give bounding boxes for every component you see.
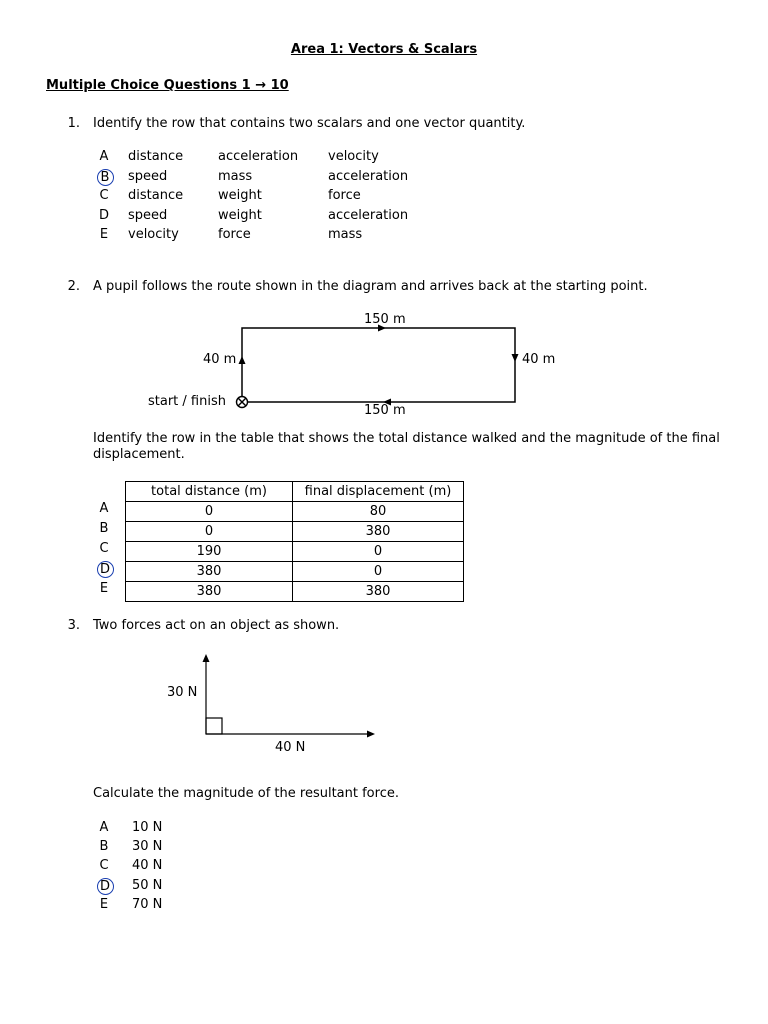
option-letter: A: [99, 149, 109, 164]
option-letter: C: [99, 858, 109, 874]
option-cell: distance: [128, 149, 184, 164]
answer-circle: D: [97, 561, 114, 578]
table-cell: 190: [126, 542, 293, 562]
route-right-label: 40 m: [522, 352, 556, 367]
option-cell: force: [218, 227, 251, 242]
q2-answer-table: [125, 481, 464, 602]
start-cross-icon: [237, 397, 248, 408]
arrow-up-icon: [203, 654, 210, 662]
option-value: 70 N: [132, 896, 163, 912]
option-letter: A: [99, 501, 109, 516]
option-cell: force: [328, 188, 361, 203]
page-title: Area 1: Vectors & Scalars: [290, 42, 478, 57]
option-value: 10 N: [132, 820, 163, 835]
q3-instruction: Calculate the magnitude of the resultant force.: [93, 786, 399, 801]
table-row: [126, 502, 464, 522]
option-letter: D: [98, 207, 109, 223]
start-finish-label: start / finish: [148, 394, 226, 409]
option-value: 50 N: [132, 877, 163, 893]
table-cell: 380: [293, 522, 464, 542]
table-cell: 80: [293, 502, 464, 522]
option-value: 30 N: [132, 839, 163, 855]
horizontal-force-label: 40 N: [275, 740, 306, 755]
option-letter: E: [99, 896, 109, 912]
q3-text: Two forces act on an object as shown.: [93, 618, 340, 633]
option-cell: weight: [218, 188, 262, 203]
table-cell: 380: [126, 582, 293, 602]
option-cell: velocity: [128, 227, 179, 242]
q2-number: 2.: [67, 279, 80, 294]
option-cell: acceleration: [218, 149, 299, 164]
option-cell: weight: [218, 207, 262, 223]
table-cell: 380: [126, 562, 293, 582]
table-cell: 0: [293, 562, 464, 582]
option-letter: C: [99, 188, 109, 203]
answer-circle: B: [97, 169, 114, 186]
table-cell: 0: [126, 522, 293, 542]
option-cell: mass: [328, 227, 363, 242]
option-cell: acceleration: [328, 168, 409, 184]
q1-text: Identify the row that contains two scalars and one vector quantity.: [93, 116, 526, 131]
option-cell: speed: [128, 207, 168, 223]
option-letter: [94, 878, 114, 895]
table-row: [126, 522, 464, 542]
option-cell: distance: [128, 188, 184, 203]
option-letter: E: [99, 227, 109, 242]
q3-number: 3.: [67, 618, 80, 633]
option-letter: C: [99, 541, 109, 556]
table-header-row: [126, 482, 464, 502]
table-cell: 380: [293, 582, 464, 602]
option-letter: E: [99, 581, 109, 596]
option-cell: acceleration: [328, 207, 409, 223]
table-header: final displacement (m): [293, 482, 464, 502]
route-top-label: 150 m: [364, 312, 406, 327]
option-letter: B: [99, 839, 109, 855]
table-cell: 0: [293, 542, 464, 562]
table-header: total distance (m): [126, 482, 293, 502]
vertical-force-label: 30 N: [167, 685, 198, 700]
route-bottom-label: 150 m: [364, 403, 406, 418]
option-letter: B: [99, 521, 109, 536]
table-row: [126, 542, 464, 562]
route-left-label: 40 m: [203, 352, 237, 367]
object-square: [206, 718, 222, 734]
table-row: [126, 562, 464, 582]
q2-text: A pupil follows the route shown in the diagram and arrives back at the starting point.: [93, 279, 648, 294]
option-letter: A: [99, 820, 109, 835]
option-cell: mass: [218, 168, 253, 184]
arrow-down-icon: [512, 354, 519, 362]
arrow-up-icon: [239, 356, 246, 364]
option-value: 40 N: [132, 858, 163, 874]
q2-instruction-line1: Identify the row in the table that shows the total distance walked and the magnitude of the final: [93, 431, 720, 446]
option-cell: velocity: [328, 149, 379, 164]
section-subtitle: Multiple Choice Questions 1 → 10: [46, 78, 289, 93]
table-cell: 0: [126, 502, 293, 522]
table-row: [126, 582, 464, 602]
route-rectangle: [242, 328, 515, 402]
q2-instruction-line2: displacement.: [93, 447, 185, 462]
option-letter: [94, 561, 114, 578]
answer-circle: D: [97, 878, 114, 895]
option-cell: speed: [128, 168, 168, 184]
q1-number: 1.: [67, 116, 80, 131]
arrow-right-icon: [367, 731, 375, 738]
